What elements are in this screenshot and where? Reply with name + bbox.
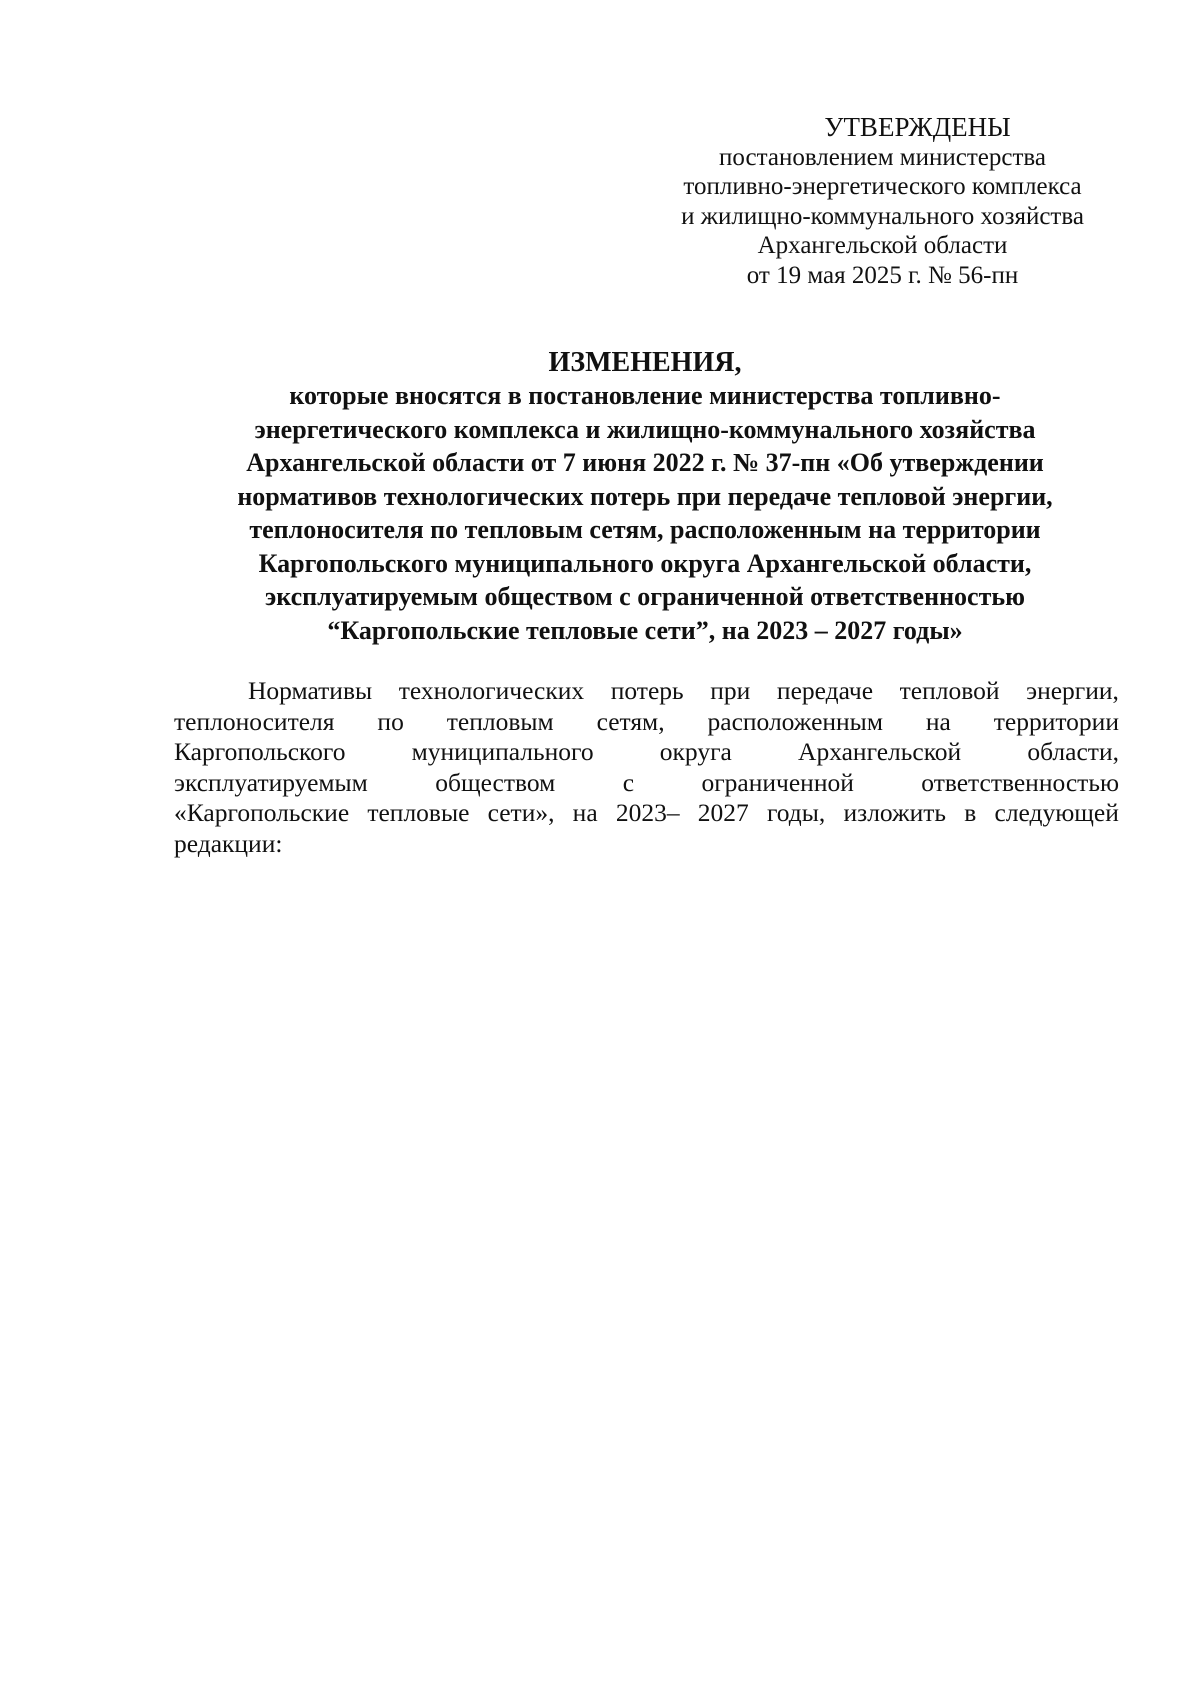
body-word: 2023– (615, 798, 680, 827)
body-word: муниципального (411, 737, 594, 766)
body-word: ограниченной (701, 767, 854, 797)
title-line: теплоносителя по тепловым сетям, расположенным на территории (249, 515, 1041, 544)
body-paragraph (174, 676, 1119, 859)
body-word: с (622, 767, 635, 797)
body-word: энергии, (1026, 676, 1119, 705)
body-word: обществом (435, 767, 556, 797)
body-line (174, 707, 1119, 738)
title-block (170, 347, 1120, 647)
body-word: по (377, 706, 404, 736)
approval-line: постановлением министерства (719, 143, 1046, 171)
body-word: передаче (776, 676, 874, 705)
title-line: “Каргопольские тепловые сети”, на 2023 – 2027 годы» (327, 615, 963, 645)
document-title: ИЗМЕНЕНИЯ, (548, 347, 742, 378)
title-line: Каргопольского муниципального округа Архангельской области, (258, 548, 1032, 578)
approval-date: от 19 мая 2025 г. № 56-пн (746, 261, 1019, 289)
approval-heading: УТВЕРЖДЕНЫ (824, 112, 1011, 142)
body-word: изложить (843, 798, 947, 827)
body-line (174, 768, 1119, 799)
title-line: эксплуатируемым обществом с ограниченной ответственностью (265, 582, 1025, 611)
title-line: которые вносятся в постановление министерства топливно- (289, 381, 1001, 410)
body-word: эксплуатируемым (174, 767, 368, 797)
body-word: тепловым (446, 706, 554, 736)
body-word: теплоносителя (174, 706, 335, 736)
body-word: в (964, 798, 977, 827)
approval-line: топливно-энергетического комплекса (683, 173, 1082, 200)
body-word: редакции: (174, 828, 283, 858)
body-word: Архангельской (798, 737, 962, 766)
body-word: тепловые (367, 798, 470, 827)
body-word: ответственностью (921, 767, 1119, 797)
approval-line: Архангельской области (757, 232, 1008, 259)
body-line (174, 798, 1119, 829)
body-word: округа (659, 737, 732, 766)
body-word: на (572, 798, 598, 827)
body-word: при (710, 676, 751, 705)
body-word: тепловой (899, 676, 1000, 705)
body-word: потерь (610, 676, 684, 705)
approval-line: и жилищно-коммунального хозяйства (681, 202, 1084, 230)
body-word: сетям, (596, 706, 665, 736)
title-line: нормативов технологических потерь при передаче тепловой энергии, (237, 481, 1053, 511)
body-word: следующей (994, 798, 1119, 827)
approval-block (640, 113, 1125, 290)
body-word: технологических (398, 676, 585, 705)
body-word: Каргопольского (174, 737, 346, 766)
body-line (174, 737, 1119, 768)
body-line (174, 676, 1119, 707)
body-word: на (925, 706, 951, 736)
body-word: расположенным (707, 706, 883, 736)
body-word: области, (1027, 737, 1119, 766)
body-line (174, 829, 1119, 860)
title-line: энергетического комплекса и жилищно-коммунального хозяйства (254, 414, 1036, 444)
title-line: Архангельской области от 7 июня 2022 г. № 37-пн «Об утверждении (246, 448, 1044, 477)
body-word: сети», (487, 798, 555, 827)
body-word: годы, (766, 798, 826, 827)
body-word: 2027 (697, 798, 749, 827)
body-word: Нормативы (248, 676, 373, 705)
body-word: территории (993, 706, 1119, 736)
body-word: «Каргопольские (174, 798, 350, 827)
